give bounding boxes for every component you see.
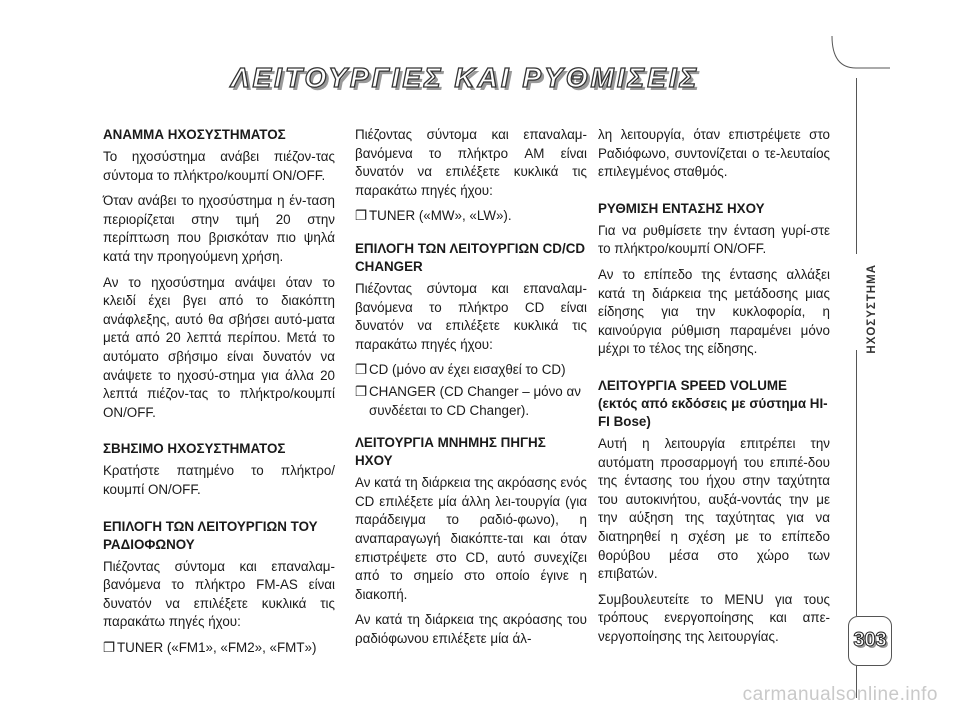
paragraph: Πιέζοντας σύντομα και επαναλαμ-βανόμενα το πλήκτρο FM-AS είναι δυνατόν να επιλέξετε κυκλικά τις παρακάτω πηγές ήχου: [103, 558, 335, 630]
heading-volume-adjust: ΡΥΘΜΙΣΗ ΕΝΤΑΣΗΣ ΗΧΟΥ [598, 200, 765, 216]
checkbox-bullet-icon: ❐ [103, 639, 116, 655]
heading-radio-functions: ΕΠΙΛΟΓΗ ΤΩΝ ΛΕΙΤΟΥΡΓΙΩΝ ΤΟΥ ΡΑΔΙΟΦΩΝΟΥ [103, 518, 318, 552]
bullet-item [355, 383, 587, 420]
bullet-text: CHANGER (CD Changer – μόνο αν συνδέεται το CD Changer). [369, 383, 581, 418]
side-rule [856, 350, 857, 616]
heading-power-on: ΑΝΑΜΜΑ ΗΧΟΣΥΣΤΗΜΑΤΟΣ [103, 127, 286, 142]
bullet-item [355, 207, 587, 226]
corner-curve-decoration [830, 36, 890, 96]
heading-source-memory: ΛΕΙΤΟΥΡΓΙΑ ΜΝΗΜΗΣ ΠΗΓΗΣ ΗΧΟΥ [355, 435, 546, 469]
paragraph: λη λειτουργία, όταν επιστρέψετε στο Ραδιόφωνο, συντονίζεται ο τε-λευταίος επιλεγμένος σταθμός. [598, 127, 830, 180]
heading-power-off: ΣΒΗΣΙΜΟ ΗΧΟΣΥΣΤΗΜΑΤΟΣ [103, 441, 286, 457]
bullet-item [103, 639, 335, 658]
column-2 [355, 126, 587, 655]
column-3 [598, 126, 830, 653]
paragraph: Πιέζοντας σύντομα και επαναλαμ-βανόμενα το πλήκτρο CD είναι δυνατόν να επιλέξετε κυκλικά τις παρακάτω πηγές ήχου: [355, 280, 587, 352]
page-number: 303 [853, 629, 887, 651]
page-title: ΛΕΙΤΟΥΡΓΙΕΣ ΚΑΙ ΡΥΘΜΙΣΕΙΣ [230, 62, 700, 93]
checkbox-bullet-icon: ❐ [355, 362, 368, 378]
paragraph: Κρατήστε πατημένο το πλήκτρο/ κουμπί ON/OFF. [103, 463, 335, 497]
paragraph: Αν το επίπεδο της έντασης αλλάξει κατά τη διάρκεια της μετάδοσης μιας είδησης για την κυκλοφορία, η καινούργια ρύθμιση παραμένει μόνο μέχρι το τέλος της είδησης. [598, 266, 830, 357]
heading-speed-volume: ΛΕΙΤΟΥΡΓΙΑ SPEED VOLUME (εκτός από εκδόσεις με σύστημα HI-FI Bose) [598, 377, 828, 429]
watermark: carmanualsonline.info [742, 684, 938, 705]
paragraph: Αν το ηχοσύστημα ανάψει όταν το κλειδί έχει βγει από το διακόπτη ανάφλεξης, αυτό θα σβήσει αυτό-ματα μετά από 20 λεπτά περίπου. Μετά το αυτόματο σβήσιμο είναι δυνατόν να ανάψετε το ηχοσύ-στημα για άλλα 20 λεπτά πιέζον-τας το πλήκτρο/κουμπί ON/OFF. [103, 274, 335, 420]
checkbox-bullet-icon: ❐ [355, 208, 368, 224]
bullet-text: CD (μόνο αν έχει εισαχθεί το CD) [369, 362, 566, 378]
bullet-text: TUNER («MW», «LW»). [369, 208, 512, 224]
paragraph: Το ηχοσύστημα ανάβει πιέζον-τας σύντομα το πλήκτρο/κουμπί ON/OFF. [103, 149, 335, 183]
paragraph: Αν κατά τη διάρκεια της ακρόασης ενός CD επιλέξετε μία άλλη λει-τουργία (για παράδειγμα το ραδιό-φωνο), η αναπαραγωγή διακόπτε-ται και όταν επιστρέψετε στο CD, αυτό συνεχίζει από το σημείο στο οποίο έγινε η διακοπή. [355, 475, 587, 602]
paragraph: Όταν ανάβει το ηχοσύστημα η έν-ταση περιορίζεται στην τιμή 20 στην περίπτωση που βρισκόταν πιο ψηλά κατά την προηγούμενη χρήση. [103, 193, 335, 264]
bullet-item [355, 361, 587, 380]
section-side-label: ΗΧΟΣΥΣΤΗΜΑ [866, 264, 878, 354]
paragraph: Συμβουλευτείτε το MENU για τους τρόπους ενεργοποίησης και απε-νεργοποίησης της λειτουργίας. [598, 591, 830, 644]
paragraph: Πιέζοντας σύντομα και επαναλαμ-βανόμενα το πλήκτρο AM είναι δυνατόν να επιλέξετε κυκλικά τις παρακάτω πηγές ήχου: [355, 127, 587, 198]
side-rule [856, 78, 857, 254]
column-1 [103, 126, 335, 660]
bullet-text: TUNER («FM1», «FM2», «FMT») [117, 639, 317, 655]
heading-cd-functions: ΕΠΙΛΟΓΗ ΤΩΝ ΛΕΙΤΟΥΡΓΙΩΝ CD/CD CHANGER [355, 240, 586, 274]
paragraph: Για να ρυθμίσετε την ένταση γυρί-στε το πλήκτρο/κουμπί ON/OFF. [598, 222, 830, 257]
checkbox-bullet-icon: ❐ [355, 383, 368, 399]
paragraph: Αυτή η λειτουργία επιτρέπει την αυτόματη προσαρμογή του επιπέ-δου της έντασης του ήχου στην ταχύτητα του αυτοκινήτου, αυξά-νοντάς την με την αύξηση της ταχύτητας για να διατηρηθεί η σχέση με το επίπεδο θορύβου μέσα στο χώρο των επιβατών. [598, 435, 830, 582]
paragraph: Αν κατά τη διάρκεια της ακρόασης του ραδιόφωνου επιλέξετε μία άλ- [355, 612, 587, 646]
